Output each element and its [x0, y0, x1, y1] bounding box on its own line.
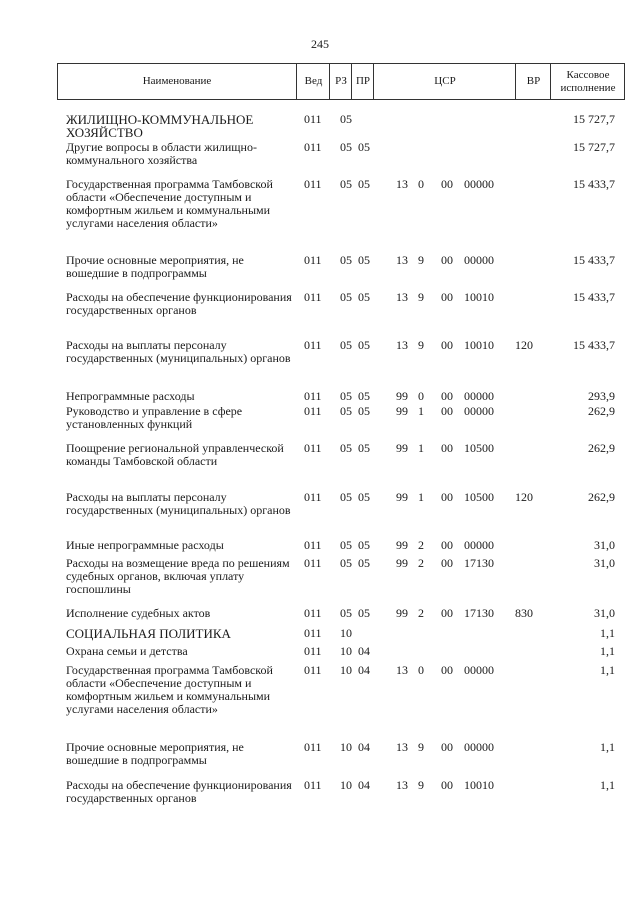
- cell-amount: 293,9: [588, 389, 615, 403]
- cell-amount: 262,9: [588, 404, 615, 418]
- cell-ved: 011: [304, 338, 322, 352]
- cell-rz: 05: [340, 538, 352, 552]
- cell-c4: 10500: [464, 441, 494, 455]
- cell-c1: 99: [396, 404, 408, 418]
- cell-ved: 011: [304, 290, 322, 304]
- cell-ved: 011: [304, 663, 322, 677]
- cell-ved: 011: [304, 778, 322, 792]
- cell-c4: 00000: [464, 404, 494, 418]
- cell-c1: 13: [396, 663, 408, 677]
- cell-rz: 05: [340, 556, 352, 570]
- cell-pr: 04: [358, 740, 370, 754]
- cell-ved: 011: [304, 644, 322, 658]
- row-name: Расходы на обеспечение функционирования государственных органов: [66, 778, 292, 805]
- row-name: Расходы на выплаты персоналу государственных (муниципальных) органов: [66, 338, 291, 365]
- cell-c4: 10010: [464, 778, 494, 792]
- page-number: 245: [311, 37, 329, 51]
- cell-rz: 10: [340, 644, 352, 658]
- cell-c1: 13: [396, 740, 408, 754]
- cell-c2: 0: [418, 177, 424, 191]
- section-title: ЖИЛИЩНО-КОММУНАЛЬНОЕ ХОЗЯЙСТВО: [66, 112, 254, 140]
- cell-rz: 10: [340, 663, 352, 677]
- cell-rz: 05: [340, 606, 352, 620]
- cell-amount: 15 433,7: [573, 253, 615, 267]
- row-name: Государственная программа Тамбовской области «Обеспечение доступным и комфортным жильем и коммунальными услугами населения области»: [66, 177, 273, 230]
- cell-ved: 011: [304, 253, 322, 267]
- table-header: [57, 63, 625, 100]
- cell-rz: 10: [340, 740, 352, 754]
- cell-c3: 00: [441, 740, 453, 754]
- cell-vr: 830: [515, 606, 533, 620]
- cell-c2: 0: [418, 663, 424, 677]
- cell-ved: 011: [304, 538, 322, 552]
- cell-c3: 00: [441, 663, 453, 677]
- cell-pr: 05: [358, 490, 370, 504]
- cell-c3: 00: [441, 338, 453, 352]
- cell-c2: 1: [418, 441, 424, 455]
- cell-pr: 05: [358, 404, 370, 418]
- cell-c3: 00: [441, 490, 453, 504]
- row-name: Прочие основные мероприятия, не вошедшие в подпрограммы: [66, 253, 244, 280]
- cell-pr: 04: [358, 778, 370, 792]
- cell-c3: 00: [441, 538, 453, 552]
- cell-c1: 99: [396, 441, 408, 455]
- cell-rz: 05: [340, 338, 352, 352]
- cell-pr: 05: [358, 140, 370, 154]
- cell-c2: 9: [418, 253, 424, 267]
- row-name: Охрана семьи и детства: [66, 644, 188, 658]
- cell-c4: 00000: [464, 253, 494, 267]
- cell-c2: 1: [418, 404, 424, 418]
- cell-c4: 00000: [464, 663, 494, 677]
- cell-pr: 05: [358, 290, 370, 304]
- row-name: Иные непрограммные расходы: [66, 538, 224, 552]
- cell-ved: 011: [304, 606, 322, 620]
- cell-amount: 15 727,7: [573, 112, 615, 126]
- cell-rz: 05: [340, 177, 352, 191]
- cell-c1: 99: [396, 490, 408, 504]
- cell-c2: 9: [418, 778, 424, 792]
- row-name: Государственная программа Тамбовской области «Обеспечение доступным и комфортным жильем и коммунальными услугами населения области»: [66, 663, 273, 716]
- row-name: Прочие основные мероприятия, не вошедшие в подпрограммы: [66, 740, 244, 767]
- cell-ved: 011: [304, 556, 322, 570]
- cell-amount: 262,9: [588, 490, 615, 504]
- cell-c3: 00: [441, 404, 453, 418]
- cell-pr: 05: [358, 389, 370, 403]
- cell-c1: 13: [396, 338, 408, 352]
- cell-c1: 13: [396, 253, 408, 267]
- cell-pr: 05: [358, 338, 370, 352]
- cell-amount: 1,1: [600, 740, 615, 754]
- cell-amount: 31,0: [594, 556, 615, 570]
- header-vr: ВР: [515, 64, 551, 99]
- cell-rz: 05: [340, 290, 352, 304]
- row-name: Исполнение судебных актов: [66, 606, 211, 620]
- cell-amount: 262,9: [588, 441, 615, 455]
- section-title: СОЦИАЛЬНАЯ ПОЛИТИКА: [66, 626, 231, 641]
- cell-c4: 00000: [464, 389, 494, 403]
- cell-c3: 00: [441, 606, 453, 620]
- cell-rz: 10: [340, 778, 352, 792]
- cell-c2: 9: [418, 290, 424, 304]
- header-rz: РЗ: [329, 64, 352, 99]
- cell-c2: 0: [418, 389, 424, 403]
- cell-pr: 04: [358, 644, 370, 658]
- cell-ved: 011: [304, 404, 322, 418]
- cell-c2: 9: [418, 338, 424, 352]
- cell-ved: 011: [304, 112, 322, 126]
- header-ved: Вед: [296, 64, 330, 99]
- cell-c1: 13: [396, 778, 408, 792]
- cell-ved: 011: [304, 441, 322, 455]
- cell-c2: 2: [418, 556, 424, 570]
- cell-c4: 00000: [464, 740, 494, 754]
- cell-c4: 00000: [464, 177, 494, 191]
- cell-rz: 05: [340, 112, 352, 126]
- header-name: Наименование: [142, 75, 212, 88]
- cell-c2: 2: [418, 538, 424, 552]
- cell-c4: 10010: [464, 290, 494, 304]
- cell-pr: 05: [358, 556, 370, 570]
- cell-rz: 05: [340, 441, 352, 455]
- cell-ved: 011: [304, 626, 322, 640]
- cell-c4: 17130: [464, 606, 494, 620]
- cell-ved: 011: [304, 389, 322, 403]
- cell-pr: 05: [358, 441, 370, 455]
- cell-rz: 10: [340, 626, 352, 640]
- cell-amount: 15 727,7: [573, 140, 615, 154]
- cell-c1: 99: [396, 389, 408, 403]
- cell-pr: 05: [358, 538, 370, 552]
- row-name: Другие вопросы в области жилищно-коммунального хозяйства: [66, 140, 257, 167]
- cell-c3: 00: [441, 290, 453, 304]
- cell-c4: 17130: [464, 556, 494, 570]
- cell-c3: 00: [441, 389, 453, 403]
- row-name: Расходы на выплаты персоналу государственных (муниципальных) органов: [66, 490, 291, 517]
- row-name: Непрограммные расходы: [66, 389, 195, 403]
- cell-c4: 00000: [464, 538, 494, 552]
- cell-amount: 31,0: [594, 606, 615, 620]
- row-name: Расходы на обеспечение функционирования государственных органов: [66, 290, 292, 317]
- cell-c2: 1: [418, 490, 424, 504]
- header-amount: Кассовое исполнение: [550, 64, 625, 99]
- cell-c3: 00: [441, 778, 453, 792]
- cell-amount: 31,0: [594, 538, 615, 552]
- cell-vr: 120: [515, 490, 533, 504]
- header-pr: ПР: [351, 64, 374, 99]
- row-name: Поощрение региональной управленческой команды Тамбовской области: [66, 441, 284, 468]
- cell-c4: 10010: [464, 338, 494, 352]
- row-name: Руководство и управление в сфере установленных функций: [66, 404, 243, 431]
- cell-rz: 05: [340, 404, 352, 418]
- cell-ved: 011: [304, 490, 322, 504]
- cell-pr: 04: [358, 663, 370, 677]
- header-csr: ЦСР: [373, 64, 516, 99]
- cell-c2: 9: [418, 740, 424, 754]
- cell-amount: 15 433,7: [573, 290, 615, 304]
- cell-amount: 15 433,7: [573, 338, 615, 352]
- cell-c1: 13: [396, 290, 408, 304]
- cell-c1: 99: [396, 606, 408, 620]
- cell-c1: 99: [396, 538, 408, 552]
- cell-ved: 011: [304, 140, 322, 154]
- cell-rz: 05: [340, 389, 352, 403]
- cell-pr: 05: [358, 177, 370, 191]
- cell-c2: 2: [418, 606, 424, 620]
- cell-ved: 011: [304, 740, 322, 754]
- cell-amount: 1,1: [600, 663, 615, 677]
- cell-c1: 13: [396, 177, 408, 191]
- cell-c3: 00: [441, 441, 453, 455]
- cell-pr: 05: [358, 253, 370, 267]
- cell-vr: 120: [515, 338, 533, 352]
- cell-c3: 00: [441, 556, 453, 570]
- cell-pr: 05: [358, 606, 370, 620]
- cell-c3: 00: [441, 177, 453, 191]
- cell-amount: 1,1: [600, 626, 615, 640]
- cell-c4: 10500: [464, 490, 494, 504]
- cell-ved: 011: [304, 177, 322, 191]
- row-name: Расходы на возмещение вреда по решениям судебных органов, включая уплату госпошлины: [66, 556, 290, 596]
- cell-amount: 15 433,7: [573, 177, 615, 191]
- cell-amount: 1,1: [600, 778, 615, 792]
- cell-rz: 05: [340, 253, 352, 267]
- cell-rz: 05: [340, 490, 352, 504]
- cell-c3: 00: [441, 253, 453, 267]
- cell-amount: 1,1: [600, 644, 615, 658]
- cell-rz: 05: [340, 140, 352, 154]
- cell-c1: 99: [396, 556, 408, 570]
